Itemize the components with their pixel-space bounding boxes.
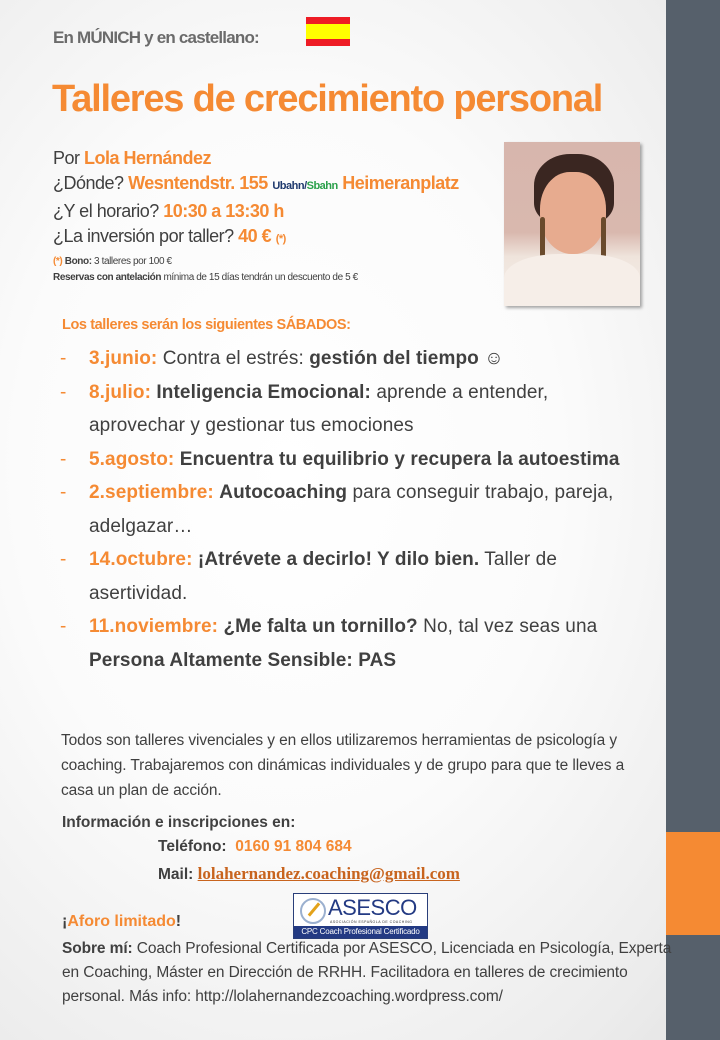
schedule-time-line <box>53 199 503 224</box>
contact-heading: Información e inscripciones en: <box>62 814 296 831</box>
bono-label: Bono: <box>64 256 92 267</box>
workshop-date: 8.julio: <box>89 381 152 403</box>
mail-row <box>158 864 460 884</box>
asesco-emblem-icon <box>300 898 326 924</box>
phone-number[interactable]: 0160 91 804 684 <box>235 838 352 855</box>
time-label: ¿Y el horario? <box>53 201 159 221</box>
workshop-text: No, tal vez seas una <box>417 616 598 637</box>
about-text: Coach Profesional Certificada por ASESCO, Licenciada en Psicología, Experta en Coaching, Máster en Dirección de RRHH. Facilitadora en talleres de crecimiento personal. Más info: http://lolahernandezcoaching.wordpress.com/ <box>62 940 672 1005</box>
email-link[interactable]: lolahernandez.coaching@gmail.com <box>197 864 460 883</box>
location-line <box>53 171 503 199</box>
exclamation-close: ! <box>175 913 182 930</box>
organizer-name: Lola Hernández <box>84 148 212 168</box>
spain-flag-icon <box>306 17 350 46</box>
workshop-item <box>60 443 640 477</box>
workshop-topic: Inteligencia Emocional: <box>156 381 371 403</box>
about-label: Sobre mí: <box>62 940 133 957</box>
workshop-topic: ¿Me falta un tornillo? <box>223 616 418 637</box>
price-footnote-mark: (*) <box>275 233 286 245</box>
bullet-dash: - <box>60 616 67 637</box>
profile-photo <box>504 142 640 306</box>
bullet-dash: - <box>60 348 67 369</box>
workshop-date: 2.septiembre: <box>89 482 214 503</box>
about-me <box>62 937 672 1009</box>
workshop-list <box>60 342 640 677</box>
bullet-dash: - <box>60 549 67 570</box>
workshop-text: aprende a entender, aprovechar y gestionar tus emociones <box>89 381 549 436</box>
time-value: 10:30 a 13:30 h <box>163 201 284 221</box>
reservation-text: mínima de 15 días tendrán un descuento de 5 € <box>163 272 358 283</box>
bono-mark: (*) <box>53 256 63 267</box>
price-label: ¿La inversión por taller? <box>53 226 234 246</box>
organizer-label: Por <box>53 148 80 168</box>
workshop-topic: Encuentra tu equilibrio y recupera la autoestima <box>179 448 620 470</box>
price-value: 40 € <box>238 226 272 246</box>
limited-capacity-notice <box>62 913 181 931</box>
workshop-text: para conseguir trabajo, pareja, adelgazar… <box>89 482 614 537</box>
bullet-dash: - <box>60 482 67 503</box>
workshop-item <box>60 376 640 443</box>
bullet-dash: - <box>60 381 67 403</box>
workshop-item <box>60 610 640 677</box>
mail-label: Mail: <box>158 866 194 883</box>
workshop-description: Todos son talleres vivenciales y en ellos utilizaremos herramientas de psicología y coaching. Trabajaremos con dinámicas individuales y de grupo para que te lleves a casa un plan de acción. <box>61 732 625 799</box>
reservation-label: Reservas con antelación <box>53 272 162 283</box>
workshop-item <box>60 543 640 610</box>
workshop-date: 14.octubre: <box>89 549 193 570</box>
sidebar-accent-block <box>666 832 720 935</box>
phone-row <box>158 838 352 856</box>
organizer-line <box>53 146 503 171</box>
workshop-text: Taller de asertividad. <box>89 549 558 604</box>
asesco-certification-band: CPC Coach Profesional Certificado <box>294 926 427 938</box>
schedule-heading: Los talleres serán los siguientes SÁBADOS: <box>62 317 351 333</box>
workshop-item <box>60 476 640 543</box>
workshop-date: 5.agosto: <box>89 448 175 470</box>
bono-text: 3 talleres por 100 € <box>94 256 172 267</box>
location-subtitle: En MÚNICH y en castellano: <box>53 28 259 47</box>
asesco-name: ASESCO <box>328 895 417 920</box>
workshop-item <box>60 342 640 376</box>
workshop-topic: Persona Altamente Sensible: PAS <box>89 649 397 671</box>
sbahn-label: Sbahn <box>306 180 338 192</box>
slash-separator: / <box>304 180 307 192</box>
phone-label: Teléfono: <box>158 838 227 855</box>
ubahn-label: Ubahn <box>272 180 305 192</box>
bullet-dash: - <box>60 448 67 470</box>
workshop-topic: Autocoaching <box>219 482 348 503</box>
reservation-line <box>53 271 503 285</box>
workshop-text: Contra el estrés: <box>157 348 310 369</box>
limited-text: Aforo limitado <box>67 913 176 930</box>
exclamation-open: ¡ <box>62 913 68 930</box>
location-label: ¿Dónde? <box>53 173 124 193</box>
smiley-icon: ☺ <box>478 348 504 369</box>
workshop-topic: ¡Atrévete a decirlo! Y dilo bien. <box>197 549 480 570</box>
asesco-logo <box>293 893 428 939</box>
asesco-subtitle: ASOCIACIÓN ESPAÑOLA DE COACHING <box>330 920 413 924</box>
workshop-date: 11.noviembre: <box>89 616 219 637</box>
station-name: Heimeranplatz <box>342 173 459 193</box>
workshop-date: 3.junio: <box>89 348 158 369</box>
price-line <box>53 224 503 252</box>
page-title: Talleres de crecimiento personal <box>52 78 603 120</box>
workshop-topic: gestión del tiempo <box>309 348 479 369</box>
sidebar-decoration <box>666 0 720 1040</box>
event-info <box>53 146 503 285</box>
location-address: Wesntendstr. 155 <box>128 173 268 193</box>
bono-line <box>53 252 503 271</box>
